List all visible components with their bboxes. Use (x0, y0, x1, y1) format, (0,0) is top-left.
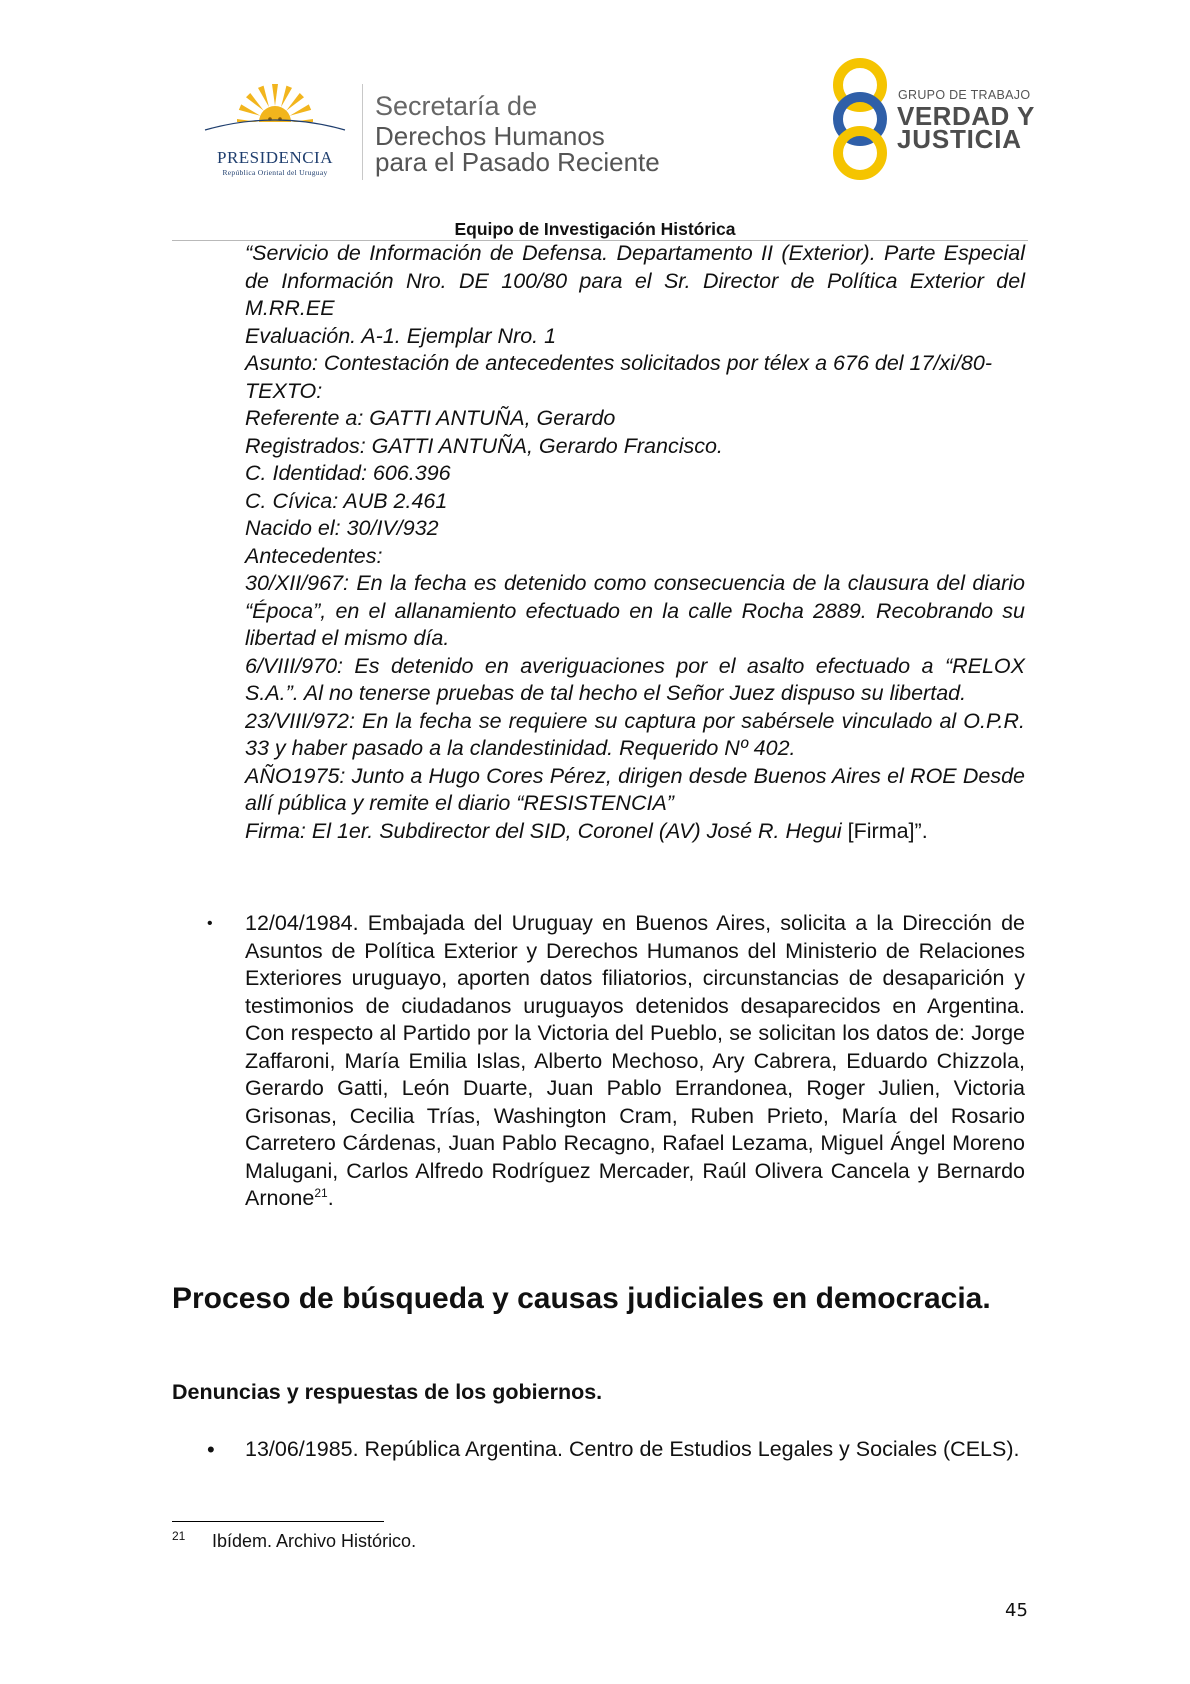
signature-tail: [Firma]”. (841, 818, 928, 843)
footnote-ref[interactable]: 21 (314, 1185, 328, 1200)
quote-line: TEXTO: (245, 378, 323, 403)
presidencia-name: PRESIDENCIA (216, 148, 333, 167)
page-number: 45 (1005, 1600, 1028, 1621)
list-item-end: . (327, 1186, 334, 1210)
quote-line: AÑO1975: Junto a Hugo Cores Pérez, dirigen desde Buenos Aires el ROE Desde allí pública y remite el diario “RESISTENCIA” (245, 763, 1025, 815)
quote-signature (245, 818, 1025, 846)
quote-line: “Servicio de Información de Defensa. Departamento II (Exterior). Parte Especial de Información Nro. DE 100/80 para el Sr. Director de Política Exterior del M.RR.EE (245, 241, 1025, 320)
list-item-text: 13/06/1985. República Argentina. Centro de Estudios Legales y Sociales (CELS). (245, 1437, 1020, 1461)
grupo-verdad-label: VERDAD Y (897, 101, 1035, 131)
quote-line: C. Cívica: AUB 2.461 (245, 488, 448, 513)
signature-text: Firma: El 1er. Subdirector del SID, Coronel (AV) José R. Hegui (245, 818, 842, 843)
list-item (207, 1436, 1025, 1464)
quote-line: 30/XII/967: En la fecha es detenido como consecuencia de la clausura del diario “Época”, en el allanamiento efectuado en la calle Rocha 2889. Recobrando su libertad el mismo día. (245, 571, 1025, 650)
footnote-text: Ibídem. Archivo Histórico. (212, 1531, 417, 1551)
secretaria-line3: para el Pasado Reciente (375, 147, 660, 177)
subsection-title: Denuncias y respuestas de los gobiernos. (172, 1380, 603, 1404)
grupo-trabajo-rings-logo (820, 55, 900, 183)
bullet-marker: • (207, 1437, 215, 1462)
quote-line: 6/VIII/970: Es detenido en averiguaciones por el asalto efectuado a “RELOX S.A.”. Al no tenerse pruebas de tal hecho el Señor Juez dispuso su libertad. (245, 653, 1025, 705)
bullet-marker: • (207, 915, 213, 932)
secretaria-line1: Secretaría de (375, 91, 538, 121)
grupo-justicia-label: JUSTICIA (897, 124, 1022, 154)
quote-line: Nacido el: 30/IV/932 (245, 516, 439, 540)
secretaria-line2: Derechos Humanos (375, 121, 605, 151)
quote-line: Asunto: Contestación de antecedentes solicitados por télex a 676 del 17/xi/80- (245, 351, 993, 375)
list-item (207, 910, 1025, 1213)
quote-line: Evaluación. A-1. Ejemplar Nro. 1 (245, 323, 557, 348)
footnote-rule (172, 1521, 384, 1522)
header-divider (362, 84, 363, 180)
quote-line: Registrados: GATTI ANTUÑA, Gerardo Francisco. (245, 433, 723, 458)
grupo-trabajo-label: GRUPO DE TRABAJO (898, 88, 1031, 102)
footnote-number: 21 (172, 1529, 186, 1543)
list-item-text: 12/04/1984. Embajada del Uruguay en Buenos Aires, solicita a la Dirección de Asuntos de Política Exterior y Derechos Humanos del Ministerio de Relaciones Exteriores uruguayo, aporten datos filiatorios, circunstancias de desaparición y testimonios de ciudadanos uruguayos detenidos desaparecidos en Argentina. Con respecto al Partido por la Victoria del Pueblo, se solicitan los datos de: Jorge Zaffaroni, María Emilia Islas, Alberto Mechoso, Ary Cabrera, Eduardo Chizzola, Gerardo Gatti, León Duarte, Juan Pablo Errandonea, Roger Julien, Victoria Grisonas, Cecilia Trías, Washington Cram, Ruben Prieto, María del Rosario Carretero Cárdenas, Juan Pablo Recagno, Rafael Lezama, Miguel Ángel Moreno Malugani, Carlos Alfredo Rodríguez Mercader, Raúl Olivera Cancela y Bernardo Arnone (245, 911, 1025, 1210)
header-title: Equipo de Investigación Histórica (454, 219, 736, 239)
quoted-document (245, 240, 1025, 845)
quote-line: Referente a: GATTI ANTUÑA, Gerardo (245, 406, 616, 430)
quote-line: C. Identidad: 606.396 (245, 461, 451, 485)
quote-line: Antecedentes: (245, 543, 383, 568)
quote-line: 23/VIII/972: En la fecha se requiere su captura por sabérsele vinculado al O.P.R. 33 y haber pasado a la clandestinidad. Requerido Nº 402. (245, 708, 1025, 760)
presidencia-subtitle: República Oriental del Uruguay (222, 168, 328, 177)
section-title: Proceso de búsqueda y causas judiciales en democracia. (172, 1282, 991, 1315)
bullet-list (207, 910, 1025, 1213)
bullet-list (207, 1436, 1025, 1464)
